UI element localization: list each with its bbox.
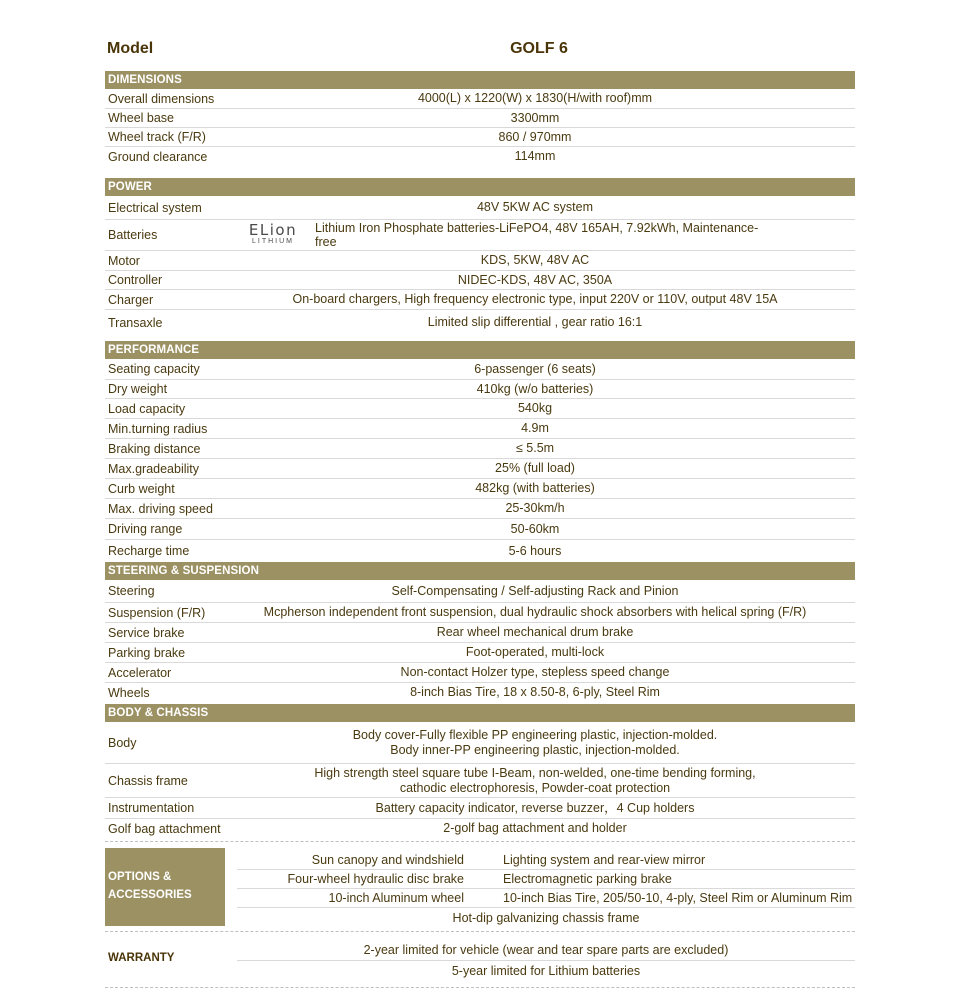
options-title-line: ACCESSORIES [108, 889, 192, 901]
spec-label: Dry weight [108, 382, 168, 396]
section-title: STEERING & SUSPENSION [105, 562, 855, 580]
spec-label: Service brake [108, 625, 185, 640]
spec-value: 5-6 hours [508, 543, 562, 558]
spec-label: Chassis frame [108, 773, 188, 788]
warranty-row [237, 940, 855, 961]
divider [105, 987, 855, 988]
spec-label: Transaxle [108, 315, 163, 330]
spec-value-line: High strength steel square tube I-Beam, non-welded, one-time bending forming, [314, 765, 756, 780]
option-item: Sun canopy and windshield [311, 852, 464, 867]
spec-row [105, 439, 855, 459]
options-title-line: OPTIONS & [108, 871, 172, 883]
spec-row [105, 540, 855, 562]
spec-row [105, 722, 855, 764]
spec-value [215, 764, 855, 797]
spec-row [105, 683, 855, 702]
spec-value: ≤ 5.5m [515, 441, 555, 455]
spec-label: Suspension (F/R) [108, 605, 206, 620]
spec-value: Rear wheel mechanical drum brake [436, 625, 634, 639]
spec-value: Limited slip differential , gear ratio 16:1 [427, 315, 643, 329]
option-item: Four-wheel hydraulic disc brake [287, 872, 464, 886]
spec-row [105, 479, 855, 499]
section-performance [105, 341, 855, 562]
spec-row [105, 128, 855, 147]
spec-row [105, 196, 855, 220]
spec-row [105, 109, 855, 128]
spec-value-line: cathodic electrophoresis, Powder-coat protection [399, 780, 671, 795]
spec-row [105, 519, 855, 540]
spec-value: 482kg (with batteries) [475, 481, 595, 495]
warranty-item: 5-year limited for Lithium batteries [451, 964, 641, 978]
spec-row [105, 89, 855, 109]
spec-label: Golf bag attachment [108, 821, 221, 836]
spec-label: Overall dimensions [108, 91, 215, 106]
option-row [237, 889, 855, 908]
spec-label: Body [108, 735, 137, 750]
elion-logo-text: ELion [248, 221, 298, 239]
spec-label: Braking distance [108, 441, 201, 456]
option-item: Lighting system and rear-view mirror [503, 852, 706, 867]
spec-label: Curb weight [108, 481, 175, 496]
spec-row [105, 399, 855, 419]
spec-label: Driving range [108, 522, 183, 536]
spec-row [105, 459, 855, 479]
spec-label: Accelerator [108, 665, 172, 680]
spec-label: Seating capacity [108, 362, 200, 376]
spec-row [105, 499, 855, 519]
spec-row [105, 663, 855, 683]
spec-value: 860 / 970mm [498, 129, 572, 144]
spec-label: Controller [108, 273, 163, 287]
spec-row [105, 798, 855, 819]
spec-label: Steering [108, 584, 155, 598]
spec-value: KDS, 5KW, 48V AC [480, 253, 590, 267]
spec-label: Parking brake [108, 645, 186, 660]
model-label: Model [107, 40, 154, 57]
spec-value: 25% (full load) [495, 461, 575, 475]
spec-value-line: Body cover-Fully flexible PP engineering plastic, injection-molded. [352, 727, 718, 742]
section-title: BODY & CHASSIS [105, 704, 855, 722]
spec-row-batteries [105, 220, 855, 251]
spec-value: 6-passenger (6 seats) [474, 361, 596, 376]
section-power [105, 178, 855, 335]
spec-row [105, 271, 855, 290]
spec-value: On-board chargers, High frequency electronic type, input 220V or 110V, output 48V 15A [292, 292, 778, 306]
spec-row [105, 380, 855, 399]
section-steering-suspension [105, 562, 855, 702]
spec-value: 3300mm [510, 110, 560, 125]
elion-lithium-logo [243, 223, 303, 247]
warranty-title: WARRANTY [108, 952, 175, 964]
spec-row [105, 819, 855, 838]
spec-row [105, 580, 855, 603]
spec-label: Max.gradeability [108, 461, 200, 476]
spec-row [105, 147, 855, 166]
spec-label: Min.turning radius [108, 421, 208, 436]
model-value: GOLF 6 [510, 40, 568, 57]
spec-label: Ground clearance [108, 149, 208, 164]
spec-label: Charger [108, 292, 154, 307]
warranty-item: 2-year limited for vehicle (wear and tear spare parts are excluded) [363, 943, 729, 957]
option-item: Hot-dip galvanizing chassis frame [452, 910, 640, 925]
spec-row [105, 251, 855, 271]
spec-label: Motor [108, 253, 140, 268]
section-title: POWER [105, 178, 855, 196]
elion-logo-subtext: LITHIUM [252, 238, 294, 245]
spec-value: 25-30km/h [505, 501, 565, 515]
option-item: 10-inch Aluminum wheel [328, 891, 464, 905]
spec-value [215, 722, 855, 763]
spec-value: Foot-operated, multi-lock [465, 645, 605, 659]
spec-value: 2-golf bag attachment and holder [443, 821, 627, 835]
spec-value: Self-Compensating / Self-adjusting Rack and Pinion [391, 583, 679, 598]
section-title: DIMENSIONS [105, 71, 855, 89]
spec-value: Battery capacity indicator, reverse buzzer，4 Cup holders [375, 800, 695, 815]
option-row [237, 908, 855, 927]
spec-row [105, 310, 855, 335]
divider [105, 841, 855, 842]
spec-label: Max. driving speed [108, 501, 213, 516]
spec-value: Mcpherson independent front suspension, dual hydraulic shock absorbers with helical spring (F/R) [263, 605, 807, 619]
model-header [107, 36, 855, 62]
option-item: 10-inch Bias Tire, 205/50-10, 4-ply, Steel Rim or Aluminum Rim [503, 891, 853, 905]
spec-value: Non-contact Holzer type, stepless speed change [400, 665, 670, 679]
warranty-row [237, 961, 855, 981]
section-body-chassis [105, 704, 855, 838]
spec-row [105, 419, 855, 439]
spec-row [105, 603, 855, 623]
spec-label: Electrical system [108, 200, 202, 215]
option-row [237, 870, 855, 889]
spec-row [105, 290, 855, 310]
spec-row [105, 643, 855, 663]
spec-value: 540kg [517, 401, 553, 415]
spec-label: Wheel track (F/R) [108, 130, 206, 144]
divider [105, 931, 855, 932]
spec-label: Instrumentation [108, 801, 195, 815]
options-accessories-header [105, 848, 225, 926]
option-item: Electromagnetic parking brake [503, 872, 672, 886]
spec-label: Load capacity [108, 401, 186, 416]
section-title: PERFORMANCE [105, 341, 855, 359]
spec-value: 4.9m [521, 421, 549, 435]
spec-value: 4000(L) x 1220(W) x 1830(H/with roof)mm [417, 91, 653, 105]
spec-row [105, 359, 855, 380]
spec-value: NIDEC-KDS, 48V AC, 350A [457, 272, 613, 287]
spec-row [105, 764, 855, 798]
spec-label: Batteries [108, 228, 158, 242]
spec-label: Wheels [108, 685, 150, 700]
section-dimensions [105, 71, 855, 166]
spec-value-line: Body inner-PP engineering plastic, injection-molded. [390, 742, 680, 757]
option-row [237, 850, 855, 870]
spec-value: 8-inch Bias Tire, 18 x 8.50-8, 6-ply, Steel Rim [410, 685, 660, 699]
spec-value: 114mm [514, 149, 556, 163]
spec-value: 48V 5KW AC system [476, 200, 593, 214]
spec-value: 50-60km [510, 521, 560, 536]
spec-label: Recharge time [108, 544, 190, 558]
spec-value: Lithium Iron Phosphate batteries-LiFePO4, 48V 165AH, 7.92kWh, Maintenance-free [315, 221, 759, 249]
spec-value: 410kg (w/o batteries) [476, 381, 594, 396]
spec-row [105, 623, 855, 643]
spec-label: Wheel base [108, 111, 175, 125]
